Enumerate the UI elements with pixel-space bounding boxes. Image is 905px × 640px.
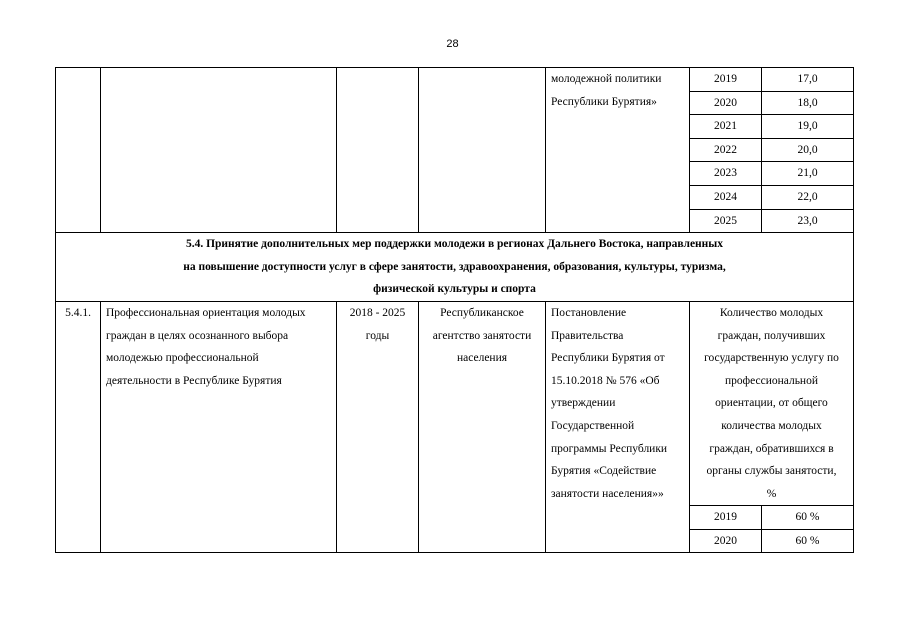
- value-cell: 60 %: [762, 529, 854, 553]
- year-cell: 2023: [690, 162, 762, 186]
- value-cell: 18,0: [762, 91, 854, 115]
- cell-executor-cont: [419, 68, 546, 233]
- item-period: 2018 - 2025 годы: [337, 301, 419, 553]
- value-cell: 60 %: [762, 506, 854, 530]
- table-row: [56, 68, 854, 92]
- item-number: 5.4.1.: [56, 301, 101, 553]
- year-cell: 2020: [690, 91, 762, 115]
- cell-number-cont: [56, 68, 101, 233]
- year-cell: 2021: [690, 115, 762, 139]
- year-cell: 2019: [690, 68, 762, 92]
- year-cell: 2020: [690, 529, 762, 553]
- year-cell: 2024: [690, 185, 762, 209]
- section-heading: 5.4. Принятие дополнительных мер поддержки молодежи в регионах Дальнего Востока, направленных на повышение доступности услуг в сфере занятости, здравоохранения, образования, культуры, туризма, физической культуры и спорта: [56, 233, 854, 302]
- cell-document-cont: молодежной политики Республики Бурятия»: [546, 68, 690, 233]
- year-cell: 2019: [690, 506, 762, 530]
- section-row: [56, 233, 854, 302]
- value-cell: 22,0: [762, 185, 854, 209]
- value-cell: 21,0: [762, 162, 854, 186]
- table-row: [56, 301, 854, 505]
- value-cell: 20,0: [762, 138, 854, 162]
- value-cell: 23,0: [762, 209, 854, 233]
- item-document: Постановление Правительства Республики Бурятия от 15.10.2018 № 576 «Об утверждении Государственной программы Республики Бурятия «Содействие занятости населения»»: [546, 301, 690, 553]
- item-executor: Республиканское агентство занятости населения: [419, 301, 546, 553]
- item-name: Профессиональная ориентация молодых граждан в целях осознанного выбора молодежью профессиональной деятельности в Республике Бурятия: [101, 301, 337, 553]
- year-cell: 2022: [690, 138, 762, 162]
- program-table: [55, 67, 854, 553]
- year-cell: 2025: [690, 209, 762, 233]
- item-indicator: Количество молодых граждан, получивших государственную услугу по профессиональной ориентации, от общего количества молодых граждан, обратившихся в органы службы занятости, %: [690, 301, 854, 505]
- value-cell: 19,0: [762, 115, 854, 139]
- cell-period-cont: [337, 68, 419, 233]
- page-number: 28: [446, 38, 459, 50]
- cell-name-cont: [101, 68, 337, 233]
- value-cell: 17,0: [762, 68, 854, 92]
